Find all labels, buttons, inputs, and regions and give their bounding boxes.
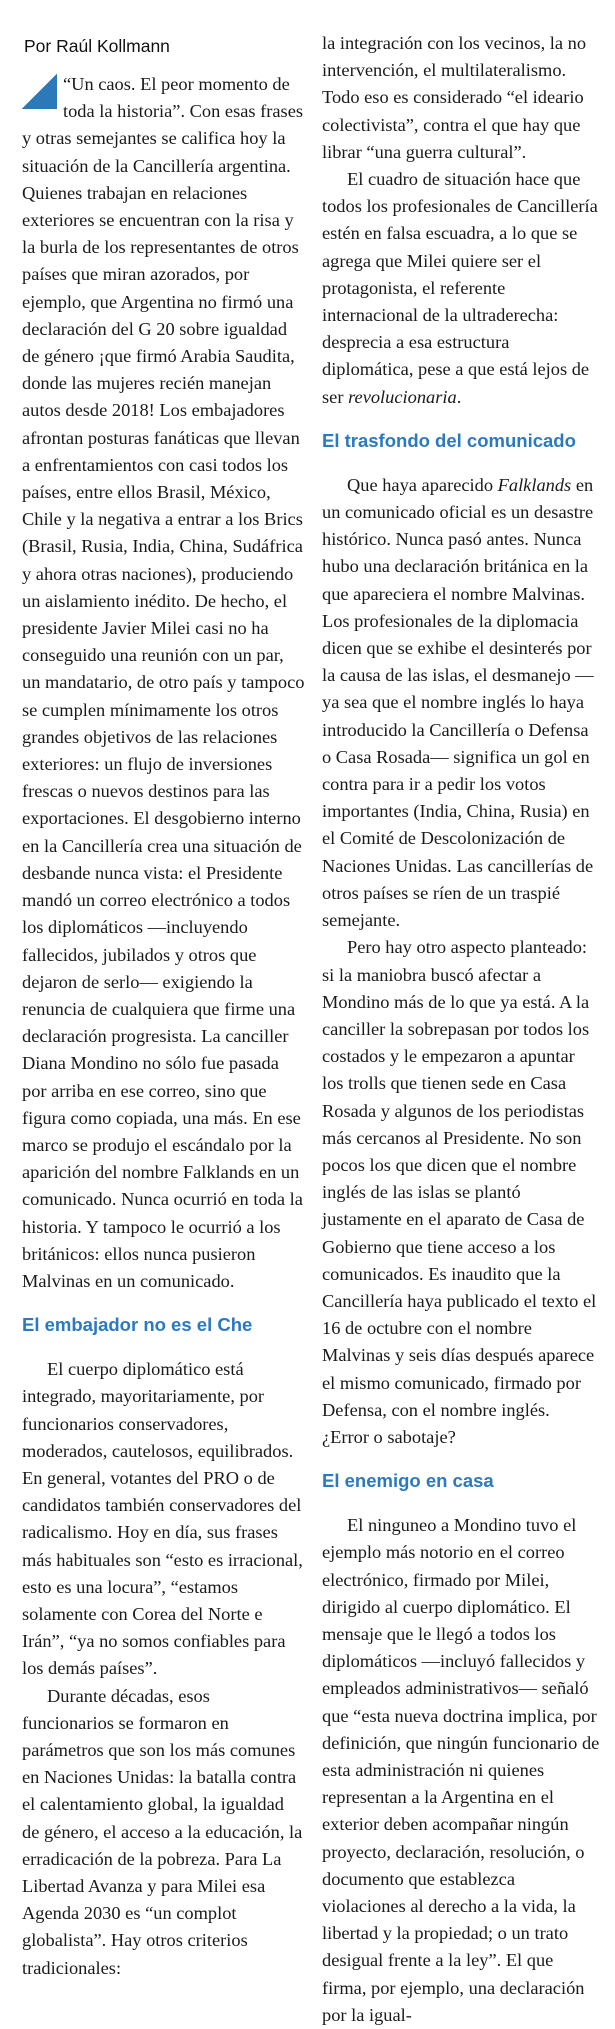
paragraph: [322, 166, 600, 411]
paragraph: [322, 472, 600, 934]
triangle-marker-icon: [22, 74, 57, 109]
paragraph: Pero hay otro aspecto planteado: si la maniobra buscó afectar a Mondino más de lo que ya está. A la canciller la sobrepasan por todos los costados y le empezaron a apuntar los trolls que tienen sede en Casa Rosada y algunos de los periodistas más cercanos al Presidente. No son pocos los que dicen que el nombre inglés de las islas se plantó justamente en el aparato de Casa de Gobierno que tiene acceso a los comunicados. Es inaudito que la Cancillería haya publicado el texto el 16 de octubre con el nombre Malvinas y seis días después aparece el mismo comunicado, firmado por Defensa, con el nombre inglés. ¿Error o sabotaje?: [322, 937, 597, 1447]
right-column: [322, 30, 600, 2029]
lead-paragraph: [22, 71, 305, 1295]
emphasis-text: revolucionaria: [348, 386, 457, 407]
lead-text: “Un caos. El peor momento de toda la historia”. Con esas frases y otras semejantes se califica hoy la situación de la Cancillería argentina. Quienes trabajan en relaciones exteriores se encuentran con la risa y la burla de los representantes de otros países que miran azorados, por ejemplo, que Argentina no firmó una declaración del G 20 sobre igualdad de género ¡que firmó Arabia Saudita, donde las mujeres recién manejan autos desde 2018! Los embajadores afrontan posturas fanáticas que llevan a enfrentamientos con casi todos los países, entre ellos Brasil, México, Chile y la negativa a entrar a los Brics (Brasil, Rusia, India, China, Sudáfrica y ahora otras naciones), produciendo un aislamiento inédito. De hecho, el presidente Javier Milei casi no ha conseguido una reunión con un par, un mandatario, de otro país y tampoco se cumplen mínimamente los otros grandes objetivos de las relaciones exteriores: un flujo de inversiones frescas o nuevos destinos para las exportaciones. El desgobierno interno en la Cancillería crea una situación de desbande nunca vista: el Presidente mandó un correo electrónico a todos los diplomáticos —incluyendo fallecidos, jubilados y otros que dejaron de serlo— exigiendo la renuncia de cualquiera que firme una declaración progresista. La canciller Diana Mondino no sólo fue pasada por arriba en ese correo, sino que figura como copiada, una más. En ese marco se produjo el escándalo por la aparición del nombre Falklands en un comunicado. Nunca ocurrió en toda la historia. Y tampoco le ocurrió a los británicos: ellos nunca pusieron Malvinas en un comunicado.: [22, 74, 305, 1291]
paragraph-text: El cuadro de situación hace que todos los profesionales de Cancillería estén en falsa escuadra, a lo que se agrega que Milei quiere ser el protagonista, el referente internacional de la ultraderecha: desprecia a esa estructura diplomática, pese a que está lejos de ser: [322, 169, 598, 407]
paragraph: El cuerpo diplomático está integrado, mayoritariamente, por funcionarios conservadores, moderados, cautelosos, equilibrados. En general, votantes del PRO o de candidatos también conservadores del radicalismo. Hoy en día, sus frases más habituales son “esto es irracional, esto es una locura”, “estamos solamente con Corea del Norte e Irán”, “ya no somos confiables para los demás países”.: [22, 1359, 303, 1679]
paragraph: Durante décadas, esos funcionarios se formaron en parámetros que son los más comunes en Naciones Unidas: la batalla contra el calentamiento global, la igualdad de género, el acceso a la educación, la erradicación de la pobreza. Para La Libertad Avanza y para Milei esa Agenda 2030 es “un complot globalista”. Hay otros criterios tradicionales:: [22, 1685, 303, 1978]
subheading-trasfondo: El trasfondo del comunicado: [322, 429, 576, 451]
paragraph-text: en un comunicado oficial es un desastre histórico. Nunca pasó antes. Nunca hubo una declaración británica en la que apareciera el nombre Malvinas. Los profesionales de la diplomacia dicen que se exhibe el desinterés por la causa de las islas, el desmanejo —ya sea que el nombre inglés lo haya introducido la Cancillería o Defensa o Casa Rosada— significa un gol en contra para ir a pedir los votos importantes (India, China, Rusia) en el Comité de Descolonización de Naciones Unidas. Las cancillerías de otros países se ríen de un traspié semejante.: [322, 474, 594, 931]
paragraph-end: .: [456, 386, 462, 407]
paragraph-text: Que haya aparecido: [347, 474, 494, 495]
emphasis-text: Falklands: [497, 474, 572, 495]
left-column: [22, 0, 305, 1982]
subheading-embajador: El embajador no es el Che: [22, 1314, 253, 1336]
subheading-enemigo: El enemigo en casa: [322, 1470, 494, 1492]
paragraph: El ninguneo a Mondino tuvo el ejemplo más notorio en el correo electrónico, firmado por Milei, dirigido al cuerpo diplomático. El mensaje que le llegó a todos los diplomáticos —incluyó fallecidos y empleados administrativos— señaló que “esta nueva doctrina implica, por definición, que ningún funcionario de esta administración ni quienes representan a la Argentina en el exterior deben acompañar ningún proyecto, declaración, resolución, o documento que establezca violaciones al derecho a la vida, la libertad y la propiedad; o un trato desigual frente a la ley”. El que firma, por ejemplo, una declaración por la igual-: [322, 1515, 600, 2025]
paragraph: la integración con los vecinos, la no intervención, el multilateralismo. Todo eso es considerado “el ideario colectivista”, contra el que hay que librar “una guerra cultural”.: [322, 33, 587, 162]
byline: Por Raúl Kollmann: [24, 36, 170, 56]
